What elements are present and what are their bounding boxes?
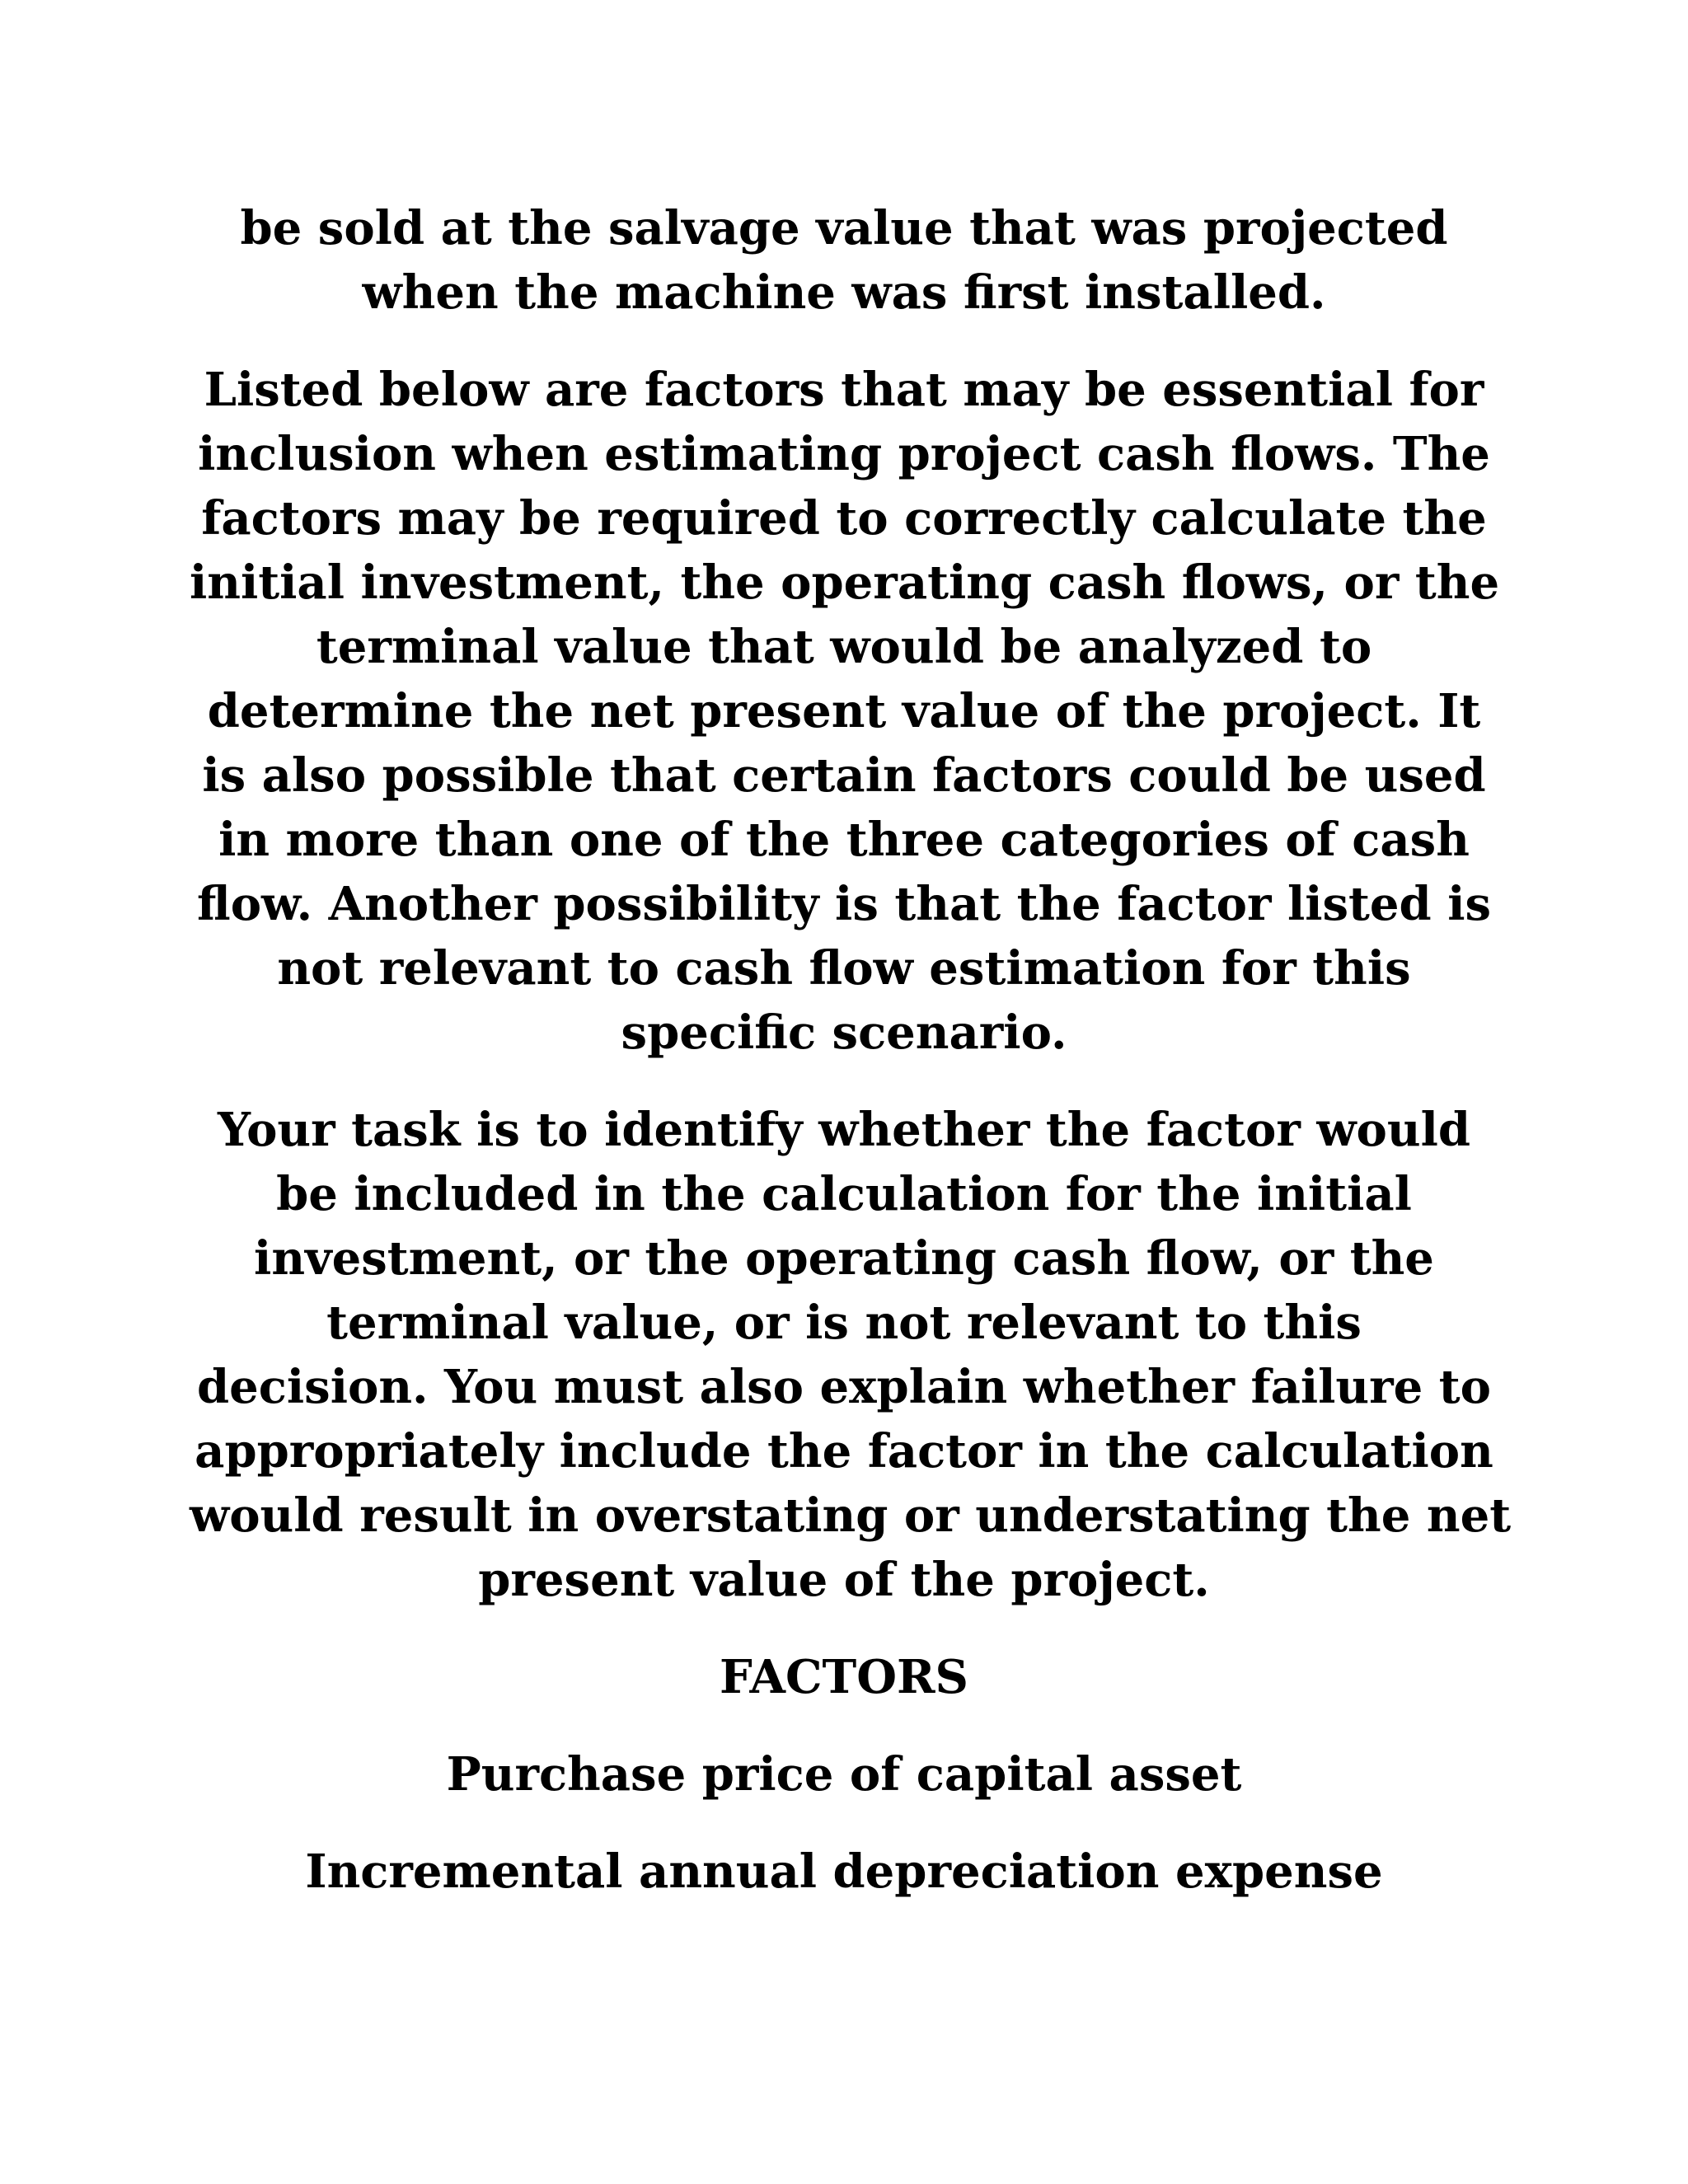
text-line: appropriately include the factor in the calculation (195, 1424, 1493, 1479)
text-line: inclusion when estimating project cash flows. The (198, 427, 1490, 481)
text-line: initial investment, the operating cash flows, or the (190, 555, 1500, 610)
text-line: not relevant to cash flow estimation for this (277, 941, 1411, 996)
paragraph-factors-description (190, 358, 1498, 1065)
text-line: be sold at the salvage value that was projected (240, 201, 1448, 255)
factor-item-purchase-price: Purchase price of capital asset (446, 1747, 1242, 1802)
factors-heading: FACTORS (720, 1650, 968, 1704)
document-page (190, 196, 1512, 1937)
text-line: determine the net present value of the project. It (207, 684, 1481, 738)
text-line: flow. Another possibility is that the factor listed is (196, 877, 1492, 931)
text-line: Listed below are factors that may be essential for (204, 363, 1484, 417)
text-line: in more than one of the three categories of cash (218, 813, 1470, 867)
text-line: specific scenario. (621, 1005, 1067, 1060)
paragraph-task-instructions (190, 1098, 1512, 1612)
text-line: would result in overstating or understating the net (190, 1488, 1512, 1543)
text-line: Your task is to identify whether the factor would (217, 1103, 1471, 1157)
text-line: investment, or the operating cash flow, or the (254, 1231, 1434, 1286)
factor-item-depreciation-expense: Incremental annual depreciation expense (305, 1844, 1383, 1899)
text-line: factors may be required to correctly calculate the (201, 491, 1487, 546)
text-line: terminal value, or is not relevant to this (326, 1296, 1362, 1350)
text-line: terminal value that would be analyzed to (316, 620, 1372, 674)
text-line: when the machine was first installed. (362, 265, 1326, 320)
text-line: is also possible that certain factors could be used (202, 748, 1486, 803)
paragraph-salvage-value (190, 196, 1498, 325)
text-line: be included in the calculation for the initial (276, 1167, 1412, 1221)
text-line: decision. You must also explain whether failure to (197, 1360, 1491, 1414)
text-line: present value of the project. (478, 1553, 1210, 1607)
